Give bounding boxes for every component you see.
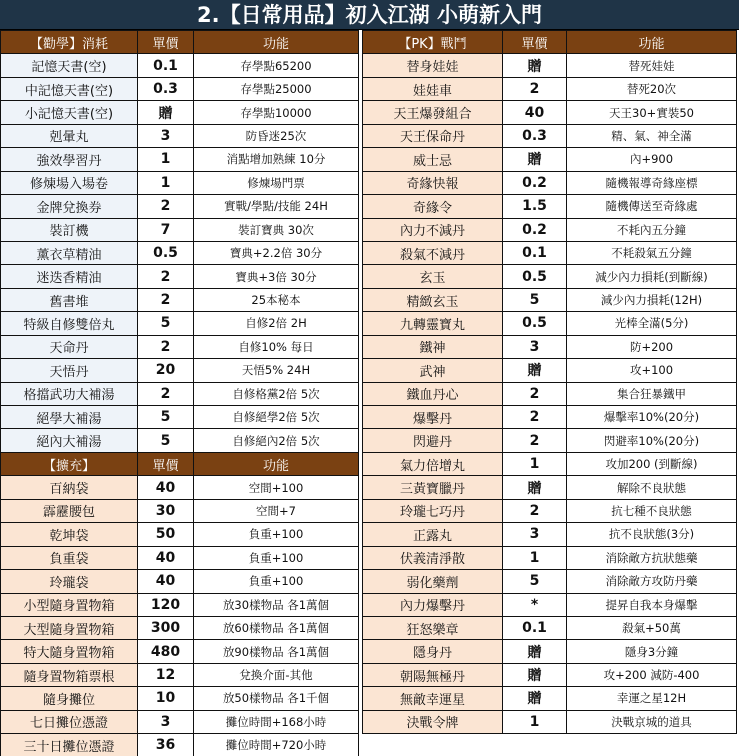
item-name: 天命丹 (1, 335, 138, 358)
pk-row (363, 101, 737, 124)
consumable-row (1, 241, 359, 264)
item-name: 迷迭香精油 (1, 265, 138, 288)
item-price: 0.1 (503, 616, 567, 639)
page-title: 2.【日常用品】初入江湖 小萌新入門 (0, 0, 739, 30)
item-name: 內力不減丹 (363, 218, 503, 241)
item-price: 40 (138, 476, 194, 499)
item-function: 抗不良狀態(3分) (567, 523, 737, 546)
item-price: 0.1 (503, 241, 567, 264)
item-price: 120 (138, 593, 194, 616)
item-function: 實戰/學點/技能 24H (194, 195, 359, 218)
expansion-row (1, 476, 359, 499)
consumable-row (1, 429, 359, 452)
item-function: 負重+100 (194, 523, 359, 546)
item-name: 鐵血丹心 (363, 382, 503, 405)
item-function: 自修10% 每日 (194, 335, 359, 358)
expansion-row (1, 570, 359, 593)
item-price: 贈 (503, 148, 567, 171)
pk-row (363, 382, 737, 405)
item-price: 贈 (503, 476, 567, 499)
item-name: 薰衣草精油 (1, 241, 138, 264)
item-function: 不耗內五分鐘 (567, 218, 737, 241)
consumable-row (1, 171, 359, 194)
item-price: 0.3 (503, 124, 567, 147)
item-price: 2 (138, 382, 194, 405)
item-function: 集合狂暴鐵甲 (567, 382, 737, 405)
item-name: 隨身置物箱票根 (1, 663, 138, 686)
pk-row (363, 546, 737, 569)
item-function: 寶典+3倍 30分 (194, 265, 359, 288)
item-price: 贈 (138, 101, 194, 124)
item-price: 3 (503, 523, 567, 546)
expansion-row (1, 687, 359, 710)
pk-row (363, 148, 737, 171)
item-function: 減少內力損耗(到斷線) (567, 265, 737, 288)
expansion-row (1, 523, 359, 546)
consumables-header-price: 單價 (138, 31, 194, 54)
pk-row (363, 288, 737, 311)
item-function: 負重+100 (194, 546, 359, 569)
pk-row (363, 710, 737, 733)
pk-row (363, 663, 737, 686)
item-name: 修煉場入場卷 (1, 171, 138, 194)
item-function: 減少內力損耗(12H) (567, 288, 737, 311)
pk-row (363, 429, 737, 452)
expansion-row (1, 663, 359, 686)
pk-row (363, 406, 737, 429)
item-name: 強效學習丹 (1, 148, 138, 171)
pk-row (363, 523, 737, 546)
item-price: 0.2 (503, 171, 567, 194)
consumable-row (1, 195, 359, 218)
item-function: 提昇自我本身爆擊 (567, 593, 737, 616)
item-price: 40 (138, 570, 194, 593)
item-function: 閃避率10%(20分) (567, 429, 737, 452)
item-name: 內力爆擊丹 (363, 593, 503, 616)
expansion-header-price: 單價 (138, 452, 194, 475)
item-name: 伏義清淨散 (363, 546, 503, 569)
consumable-row (1, 382, 359, 405)
consumable-row (1, 335, 359, 358)
item-function: 空間+100 (194, 476, 359, 499)
item-function: 25本秘本 (194, 288, 359, 311)
item-price: * (503, 593, 567, 616)
item-name: 七日攤位憑證 (1, 710, 138, 733)
item-price: 50 (138, 523, 194, 546)
item-function: 攻+100 (567, 359, 737, 382)
consumable-row (1, 218, 359, 241)
item-name: 娃娃車 (363, 77, 503, 100)
expansion-row (1, 499, 359, 522)
pk-row (363, 452, 737, 475)
item-price: 贈 (503, 663, 567, 686)
item-name: 隱身丹 (363, 640, 503, 663)
item-function: 存學點65200 (194, 54, 359, 77)
item-price: 30 (138, 499, 194, 522)
expansion-row (1, 640, 359, 663)
consumable-row (1, 124, 359, 147)
item-price: 10 (138, 687, 194, 710)
item-name: 天悟丹 (1, 359, 138, 382)
item-price: 1 (503, 452, 567, 475)
item-name: 隨身攤位 (1, 687, 138, 710)
item-function: 攻加200 (到斷線) (567, 452, 737, 475)
consumables-header-name: 【勸學】消耗 (1, 31, 138, 54)
item-price: 贈 (503, 640, 567, 663)
consumable-row (1, 312, 359, 335)
item-name: 無敵幸運星 (363, 687, 503, 710)
item-name: 負重袋 (1, 546, 138, 569)
item-function: 放50樣物品 各1千個 (194, 687, 359, 710)
item-name: 奇緣快報 (363, 171, 503, 194)
pk-row (363, 476, 737, 499)
pk-row (363, 593, 737, 616)
item-name: 特大隨身置物箱 (1, 640, 138, 663)
item-function: 殺氣+50萬 (567, 616, 737, 639)
item-price: 1 (503, 710, 567, 733)
item-price: 480 (138, 640, 194, 663)
item-function: 消點增加熟練 10分 (194, 148, 359, 171)
pk-row (363, 195, 737, 218)
item-price: 2 (138, 195, 194, 218)
item-function: 抗七種不良狀態 (567, 499, 737, 522)
item-name: 殺氣不減丹 (363, 241, 503, 264)
consumable-row (1, 265, 359, 288)
pk-row (363, 54, 737, 77)
item-name: 小型隨身置物箱 (1, 593, 138, 616)
item-function: 自修格黨2倍 5次 (194, 382, 359, 405)
item-price: 贈 (503, 687, 567, 710)
item-price: 3 (503, 335, 567, 358)
consumable-row (1, 359, 359, 382)
item-function: 防昏迷25次 (194, 124, 359, 147)
pk-row (363, 77, 737, 100)
pk-row (363, 687, 737, 710)
item-name: 正露丸 (363, 523, 503, 546)
item-name: 決戰令牌 (363, 710, 503, 733)
item-name: 威士忌 (363, 148, 503, 171)
expansion-header-name: 【擴充】 (1, 452, 138, 475)
pk-row (363, 171, 737, 194)
expansion-row (1, 616, 359, 639)
item-function: 存學點10000 (194, 101, 359, 124)
item-function: 隱身3分鐘 (567, 640, 737, 663)
consumable-row (1, 406, 359, 429)
item-name: 九轉靈寶丸 (363, 312, 503, 335)
item-function: 攤位時間+168小時 (194, 710, 359, 733)
item-function: 隨機傳送至奇緣處 (567, 195, 737, 218)
item-name: 乾坤袋 (1, 523, 138, 546)
pk-row (363, 359, 737, 382)
item-function: 防+200 (567, 335, 737, 358)
item-price: 5 (503, 570, 567, 593)
pk-row (363, 124, 737, 147)
pk-row (363, 218, 737, 241)
item-price: 5 (503, 288, 567, 311)
item-price: 7 (138, 218, 194, 241)
item-name: 爆擊丹 (363, 406, 503, 429)
item-name: 中記憶天書(空) (1, 77, 138, 100)
item-function: 攤位時間+720小時 (194, 734, 359, 756)
item-price: 5 (138, 406, 194, 429)
item-function: 不耗殺氣五分鐘 (567, 241, 737, 264)
item-price: 5 (138, 312, 194, 335)
item-function: 光棒全滿(5分) (567, 312, 737, 335)
consumables-header-function: 功能 (194, 31, 359, 54)
item-price: 0.1 (138, 54, 194, 77)
item-name: 舊書堆 (1, 288, 138, 311)
consumable-row (1, 77, 359, 100)
item-price: 20 (138, 359, 194, 382)
item-function: 決戰京城的道具 (567, 710, 737, 733)
item-name: 小記憶天書(空) (1, 101, 138, 124)
expansion-row (1, 710, 359, 733)
consumable-row (1, 288, 359, 311)
item-price: 3 (138, 124, 194, 147)
item-function: 空間+7 (194, 499, 359, 522)
item-price: 2 (503, 429, 567, 452)
item-price: 3 (138, 710, 194, 733)
right-price-table (362, 30, 737, 734)
item-name: 替身娃娃 (363, 54, 503, 77)
pk-header-name: 【PK】戰鬥 (363, 31, 503, 54)
item-name: 特級自修雙倍丸 (1, 312, 138, 335)
item-name: 天王爆發組合 (363, 101, 503, 124)
item-name: 狂怒樂章 (363, 616, 503, 639)
item-function: 放60樣物品 各1萬個 (194, 616, 359, 639)
expansion-row (1, 546, 359, 569)
item-name: 奇緣令 (363, 195, 503, 218)
item-function: 替死娃娃 (567, 54, 737, 77)
item-name: 絕學大補湯 (1, 406, 138, 429)
pk-header-row (363, 31, 737, 54)
item-function: 負重+100 (194, 570, 359, 593)
item-function: 修煉場門票 (194, 171, 359, 194)
item-price: 贈 (503, 54, 567, 77)
item-function: 放90樣物品 各1萬個 (194, 640, 359, 663)
item-price: 0.5 (503, 265, 567, 288)
consumable-row (1, 101, 359, 124)
expansion-header-function: 功能 (194, 452, 359, 475)
item-name: 閃避丹 (363, 429, 503, 452)
item-name: 朝陽無極丹 (363, 663, 503, 686)
item-name: 霹靂腰包 (1, 499, 138, 522)
item-function: 精、氣、神全滿 (567, 124, 737, 147)
item-price: 1.5 (503, 195, 567, 218)
pk-row (363, 265, 737, 288)
expansion-header-row (1, 452, 359, 475)
item-name: 玄玉 (363, 265, 503, 288)
expansion-row (1, 734, 359, 756)
pk-row (363, 616, 737, 639)
item-name: 鐵神 (363, 335, 503, 358)
item-price: 贈 (503, 359, 567, 382)
item-name: 氣力倍增丸 (363, 452, 503, 475)
item-name: 精緻玄玉 (363, 288, 503, 311)
pk-header-function: 功能 (567, 31, 737, 54)
item-function: 存學點25000 (194, 77, 359, 100)
pk-header-price: 單價 (503, 31, 567, 54)
item-price: 1 (138, 148, 194, 171)
item-name: 玲瓏七巧丹 (363, 499, 503, 522)
item-price: 2 (138, 265, 194, 288)
left-price-table (0, 30, 359, 756)
item-name: 弱化藥劑 (363, 570, 503, 593)
item-price: 5 (138, 429, 194, 452)
item-name: 百納袋 (1, 476, 138, 499)
item-function: 消除敵方攻防丹藥 (567, 570, 737, 593)
item-price: 2 (503, 499, 567, 522)
item-price: 0.5 (503, 312, 567, 335)
item-function: 解除不良狀態 (567, 476, 737, 499)
item-price: 2 (503, 382, 567, 405)
item-name: 天王保命丹 (363, 124, 503, 147)
item-name: 金牌兌換券 (1, 195, 138, 218)
pk-row (363, 570, 737, 593)
item-price: 1 (138, 171, 194, 194)
consumable-row (1, 148, 359, 171)
item-price: 12 (138, 663, 194, 686)
pk-row (363, 499, 737, 522)
item-price: 0.5 (138, 241, 194, 264)
pk-row (363, 241, 737, 264)
item-function: 寶典+2.2倍 30分 (194, 241, 359, 264)
item-price: 0.2 (503, 218, 567, 241)
item-price: 36 (138, 734, 194, 756)
item-price: 40 (138, 546, 194, 569)
item-name: 大型隨身置物箱 (1, 616, 138, 639)
item-price: 2 (138, 335, 194, 358)
consumable-row (1, 54, 359, 77)
item-function: 自修2倍 2H (194, 312, 359, 335)
item-name: 玲瓏袋 (1, 570, 138, 593)
item-name: 三黃寶臘丹 (363, 476, 503, 499)
consumables-header-row (1, 31, 359, 54)
item-function: 攻+200 減防-400 (567, 663, 737, 686)
item-name: 三十日攤位憑證 (1, 734, 138, 756)
item-function: 內+900 (567, 148, 737, 171)
item-function: 放30樣物品 各1萬個 (194, 593, 359, 616)
item-name: 絕內大補湯 (1, 429, 138, 452)
item-function: 裝訂寶典 30次 (194, 218, 359, 241)
item-function: 兌換介面-其他 (194, 663, 359, 686)
item-name: 武神 (363, 359, 503, 382)
item-price: 0.3 (138, 77, 194, 100)
item-function: 天悟5% 24H (194, 359, 359, 382)
item-function: 自修絕學2倍 5次 (194, 406, 359, 429)
item-price: 2 (503, 77, 567, 100)
pk-row (363, 640, 737, 663)
item-function: 幸運之星12H (567, 687, 737, 710)
item-function: 替死20次 (567, 77, 737, 100)
item-function: 天王30+實裝50 (567, 101, 737, 124)
pk-row (363, 312, 737, 335)
item-price: 300 (138, 616, 194, 639)
item-function: 隨機報導奇緣座標 (567, 171, 737, 194)
item-name: 剋暈丸 (1, 124, 138, 147)
item-function: 爆擊率10%(20分) (567, 406, 737, 429)
item-price: 2 (503, 406, 567, 429)
pk-row (363, 335, 737, 358)
item-price: 1 (503, 546, 567, 569)
item-function: 自修絕內2倍 5次 (194, 429, 359, 452)
item-name: 記憶天書(空) (1, 54, 138, 77)
item-price: 40 (503, 101, 567, 124)
item-name: 裝訂機 (1, 218, 138, 241)
item-function: 消除敵方抗狀態藥 (567, 546, 737, 569)
expansion-row (1, 593, 359, 616)
item-price: 2 (138, 288, 194, 311)
item-name: 格擋武功大補湯 (1, 382, 138, 405)
